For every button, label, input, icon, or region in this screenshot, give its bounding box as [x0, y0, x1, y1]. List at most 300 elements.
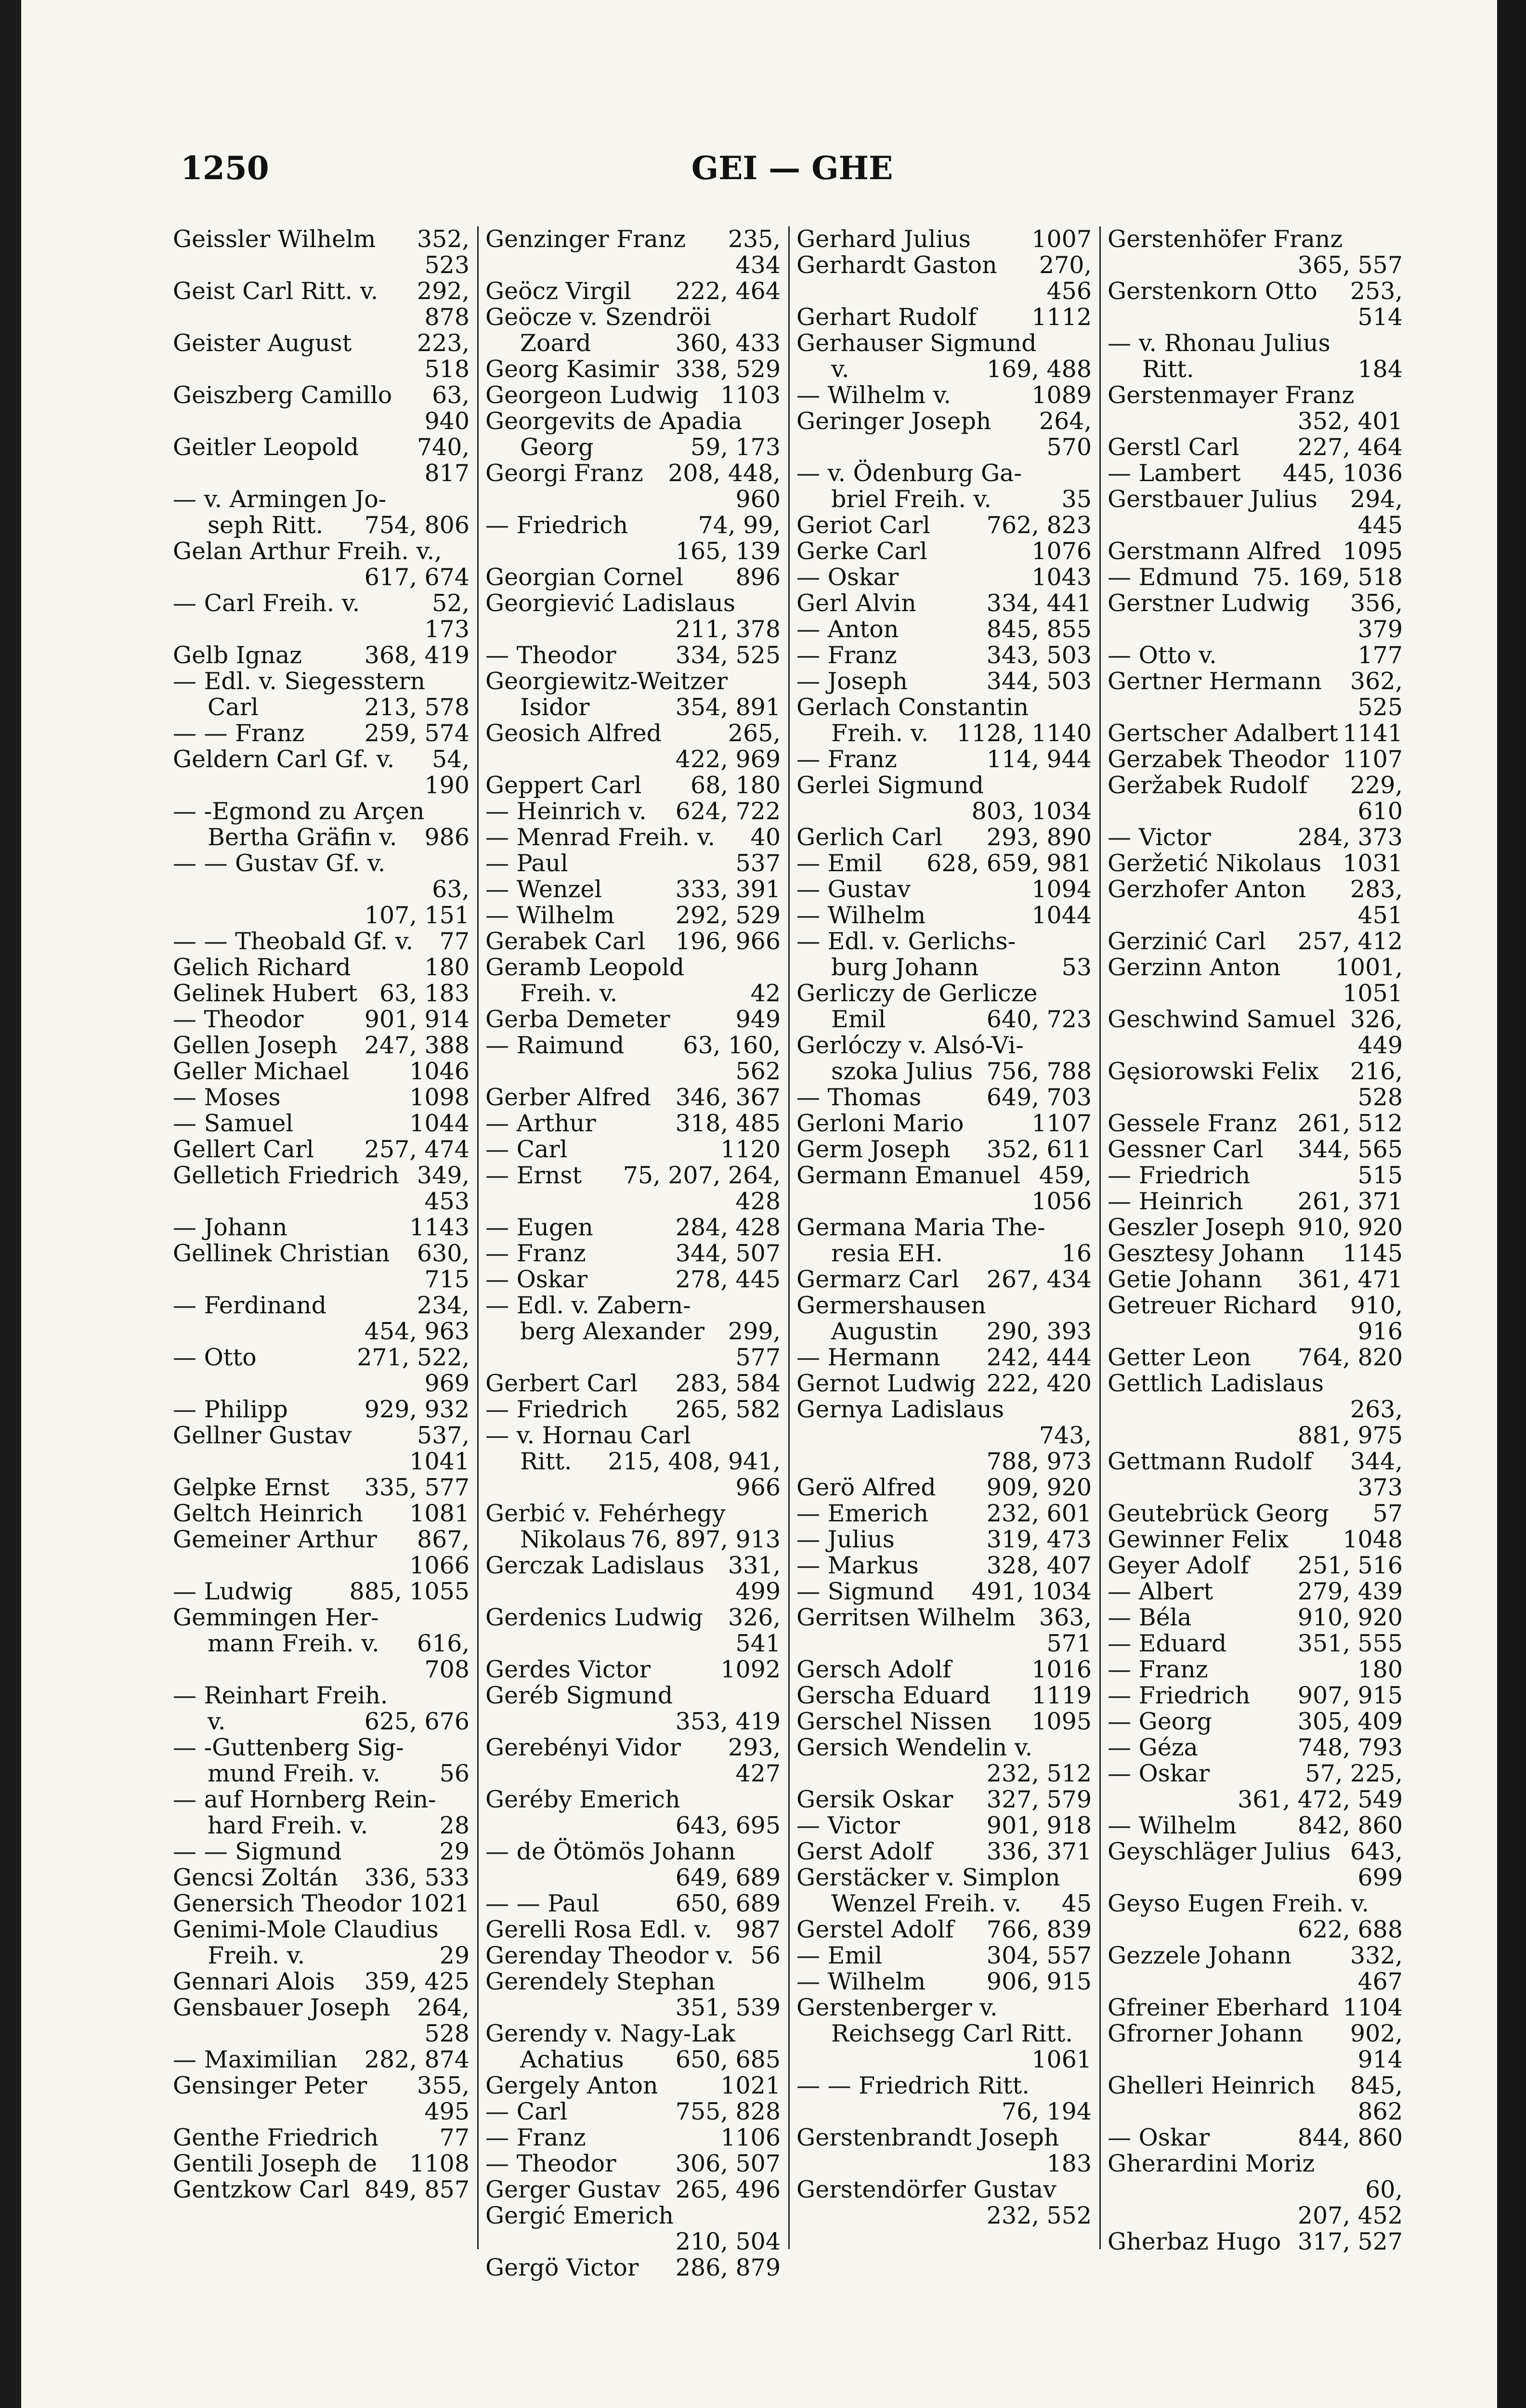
- entry-name: Gerzhofer Anton: [1108, 876, 1306, 903]
- entry-name: Gersch Adolf: [796, 1656, 952, 1683]
- entry-page-refs: 169, 488: [986, 355, 1092, 383]
- entry-page-refs: 344, 565: [1297, 1136, 1403, 1163]
- directory-entry: [485, 2073, 781, 2099]
- directory-entry: [485, 772, 781, 798]
- directory-entry: [485, 590, 781, 642]
- entry-page-refs: 222, 420: [986, 1370, 1092, 1397]
- entry-page-refs: 885, 1055: [349, 1578, 470, 1605]
- entry-name-continuation: hard Freih. v.: [208, 1812, 368, 1839]
- entry-name: — — Gustav Gf. v.: [173, 850, 386, 877]
- entry-page-refs: 537, 1041: [409, 1422, 470, 1475]
- entry-name: Gerhardt Gaston: [796, 251, 997, 279]
- entry-page-refs: 75, 207, 264, 428: [623, 1162, 781, 1215]
- directory-entry: [485, 2125, 781, 2151]
- entry-name-continuation: Georg: [520, 433, 594, 461]
- entry-name: Gencsi Zoltán: [173, 1864, 339, 1891]
- entry-name: Gerzinić Carl: [1108, 928, 1266, 955]
- entry-name: Gessner Carl: [1108, 1136, 1264, 1163]
- directory-entry: [485, 1241, 781, 1267]
- directory-entry: [173, 1397, 470, 1423]
- entry-page-refs: 1044: [1031, 902, 1092, 929]
- directory-entry: [485, 278, 781, 304]
- entry-page-refs: 1143: [409, 1214, 470, 1241]
- entry-page-refs: 354, 891: [675, 694, 781, 721]
- directory-entry: [796, 1085, 1092, 1111]
- entry-page-refs: 215, 408, 941, 966: [608, 1448, 781, 1501]
- entry-page-refs: 949: [735, 1006, 781, 1033]
- directory-entry: [796, 929, 1092, 981]
- entry-name: Geist Carl Ritt. v.: [173, 277, 378, 305]
- entry-page-refs: 910, 920: [1297, 1604, 1403, 1631]
- directory-entry: [1108, 460, 1403, 486]
- entry-name: Gellert Carl: [173, 1136, 314, 1163]
- directory-entry: [485, 304, 781, 356]
- directory-entry: [1108, 1007, 1403, 1059]
- entry-name: Gettmann Rudolf: [1108, 1448, 1313, 1475]
- entry-page-refs: 77: [439, 2124, 470, 2151]
- entry-name: Geramb Leopold: [485, 954, 685, 981]
- entry-name: — Eugen: [485, 1214, 593, 1241]
- directory-entry: [1108, 486, 1403, 538]
- directory-entry: [173, 2177, 470, 2203]
- entry-page-refs: 363, 571: [1039, 1604, 1092, 1657]
- directory-entry: [485, 1605, 781, 1657]
- directory-entry: [796, 1345, 1092, 1371]
- directory-entry: [796, 512, 1092, 538]
- directory-entry: [173, 1579, 470, 1605]
- entry-name: — auf Hornberg Rein-: [173, 1786, 436, 1813]
- entry-name: Geschwind Samuel: [1108, 1006, 1336, 1033]
- entry-page-refs: 216, 528: [1350, 1058, 1403, 1111]
- entry-page-refs: 52, 173: [424, 589, 470, 643]
- entry-name: Gerritsen Wilhelm: [796, 1604, 1016, 1631]
- entry-name: — Moses: [173, 1084, 281, 1111]
- entry-page-refs: 1094: [1031, 876, 1092, 903]
- entry-page-refs: 261, 512: [1297, 1110, 1403, 1137]
- entry-name: — Wilhelm v.: [796, 381, 952, 409]
- entry-name: — Sigmund: [796, 1578, 935, 1605]
- entry-page-refs: 261, 371: [1297, 1188, 1403, 1215]
- directory-entry: [796, 408, 1092, 460]
- entry-name: Gertscher Adalbert: [1108, 720, 1338, 747]
- entry-name: — v. Hornau Carl: [485, 1422, 691, 1449]
- entry-page-refs: 57, 225, 361, 472, 549: [1238, 1760, 1403, 1813]
- entry-page-refs: 270, 456: [1039, 251, 1092, 305]
- entry-page-refs: 360, 433: [675, 329, 781, 357]
- entry-name: Gergö Victor: [485, 2254, 639, 2281]
- entry-name: — Heinrich: [1108, 1188, 1243, 1215]
- entry-name: — Maximilian: [173, 2046, 338, 2073]
- directory-entry: [796, 1813, 1092, 1839]
- directory-entry: [485, 1839, 781, 1891]
- entry-name: — Emil: [796, 850, 883, 877]
- entry-page-refs: 352, 523: [417, 225, 470, 279]
- entry-name: Gentili Joseph de: [173, 2150, 378, 2177]
- directory-entry: [796, 1215, 1092, 1267]
- directory-entry: [173, 1735, 470, 1787]
- entry-page-refs: 1107: [1031, 1110, 1092, 1137]
- entry-name-continuation: Augustin: [831, 1318, 938, 1345]
- directory-entry: [1108, 2151, 1403, 2229]
- entry-name: Geister August: [173, 329, 352, 357]
- entry-page-refs: 351, 555: [1297, 1630, 1403, 1657]
- entry-page-refs: 362, 525: [1350, 667, 1403, 721]
- directory-entry: [796, 590, 1092, 616]
- directory-entry: [485, 1371, 781, 1397]
- directory-entry: [173, 1527, 470, 1579]
- entry-name: — Johann: [173, 1214, 287, 1241]
- entry-page-refs: 748, 793: [1297, 1734, 1403, 1761]
- entry-name: Gertner Hermann: [1108, 667, 1322, 695]
- entry-page-refs: 63, 107, 151: [364, 876, 470, 929]
- entry-name: — Paul: [485, 850, 568, 877]
- entry-name: Gerba Demeter: [485, 1006, 670, 1033]
- directory-entry: [796, 2125, 1092, 2177]
- directory-entry: [485, 1917, 781, 1943]
- entry-name: Geszler Joseph: [1108, 1214, 1285, 1241]
- entry-name: Gesztesy Johann: [1108, 1240, 1305, 1267]
- entry-page-refs: 257, 412: [1297, 928, 1403, 955]
- entry-name: — Franz: [485, 1240, 586, 1267]
- entry-page-refs: 42: [750, 980, 781, 1007]
- entry-name: Gelletich Friedrich: [173, 1162, 399, 1189]
- entry-name: Geller Michael: [173, 1058, 350, 1085]
- directory-entry: [1108, 668, 1403, 720]
- page-header: [166, 149, 1418, 193]
- entry-page-refs: 650, 689: [675, 1890, 781, 1917]
- entry-name: Gentzkow Carl: [173, 2176, 350, 2203]
- entry-page-refs: 283, 584: [675, 1370, 781, 1397]
- directory-entry: [796, 1397, 1092, 1475]
- directory-entry: [485, 824, 781, 851]
- entry-page-refs: 304, 557: [986, 1942, 1092, 1969]
- entry-page-refs: 229, 610: [1350, 772, 1403, 825]
- entry-page-refs: 16: [1061, 1240, 1092, 1267]
- entry-name: — Eduard: [1108, 1630, 1227, 1657]
- entry-name: Gerdes Victor: [485, 1656, 651, 1683]
- directory-entry: [485, 1657, 781, 1683]
- entry-name: Georgeon Ludwig: [485, 381, 699, 409]
- entry-name: Gerstenmayer Franz: [1108, 381, 1355, 409]
- entry-name: — Ernst: [485, 1162, 582, 1189]
- directory-entry: [485, 903, 781, 929]
- entry-name-continuation: Freih. v.: [208, 1942, 305, 1969]
- directory-entry: [173, 1215, 470, 1241]
- entry-page-refs: 334, 525: [675, 641, 781, 669]
- entry-name: — -Guttenberg Sig-: [173, 1734, 404, 1761]
- directory-entry: [173, 2073, 470, 2125]
- directory-entry: [796, 2177, 1092, 2229]
- entry-name: Geöcz Virgil: [485, 277, 631, 305]
- entry-page-refs: 184: [1357, 355, 1403, 383]
- entry-page-refs: 177: [1357, 641, 1403, 669]
- entry-name: Germershausen: [796, 1292, 986, 1319]
- entry-name: Genersich Theodor: [173, 1890, 402, 1917]
- entry-name: Gerendely Stephan: [485, 1968, 716, 1995]
- entry-page-refs: 643, 699: [1350, 1838, 1403, 1891]
- entry-page-refs: 896: [735, 563, 781, 591]
- directory-entry: [796, 538, 1092, 564]
- entry-name: Gerelli Rosa Edl. v.: [485, 1916, 712, 1943]
- entry-name: — Otto v.: [1108, 641, 1217, 669]
- directory-entry: [796, 668, 1092, 694]
- entry-page-refs: 63, 183: [379, 980, 470, 1007]
- directory-entry: [1108, 2229, 1403, 2255]
- directory-entry: [485, 955, 781, 1007]
- entry-page-refs: 740, 817: [417, 433, 470, 487]
- directory-entry: [1108, 564, 1403, 590]
- entry-page-refs: 278, 445: [675, 1266, 781, 1293]
- entry-name: Genimi-Mole Claudius: [173, 1916, 439, 1943]
- directory-entry: [1108, 851, 1403, 877]
- entry-page-refs: 1145: [1343, 1240, 1403, 1267]
- entry-page-refs: 40: [750, 824, 781, 851]
- entry-name-continuation: Achatius: [520, 2046, 624, 2073]
- entry-name-continuation: v.: [208, 1708, 226, 1735]
- entry-page-refs: 299, 577: [728, 1318, 781, 1371]
- entry-page-refs: 630, 715: [417, 1240, 470, 1293]
- directory-entry: [485, 1111, 781, 1137]
- directory-entry: [173, 434, 470, 486]
- entry-page-refs: 223, 518: [417, 329, 470, 383]
- entry-name: — Markus: [796, 1552, 919, 1579]
- entry-name: — Carl: [485, 2098, 568, 2125]
- entry-name: — Edl. v. Siegesstern: [173, 667, 426, 695]
- directory-entry: [1108, 1839, 1403, 1891]
- entry-name-continuation: szoka Julius: [831, 1058, 973, 1085]
- entry-page-refs: 286, 879: [675, 2254, 781, 2281]
- entry-page-refs: 1104: [1343, 1994, 1403, 2021]
- directory-entry: [485, 1969, 781, 2021]
- entry-page-refs: 844, 860: [1297, 2124, 1403, 2151]
- entry-name: Geyer Adolf: [1108, 1552, 1249, 1579]
- entry-name: Gelinek Hubert: [173, 980, 358, 1007]
- entry-name: — Thomas: [796, 1084, 922, 1111]
- entry-name: Geosich Alfred: [485, 720, 662, 747]
- entry-page-refs: 235, 434: [728, 225, 781, 279]
- entry-name: — Joseph: [796, 667, 908, 695]
- entry-page-refs: 756, 788: [986, 1058, 1092, 1085]
- entry-name: Gerliczy de Gerlicze: [796, 980, 1038, 1007]
- entry-name: Geldern Carl Gf. v.: [173, 746, 395, 773]
- entry-name: — Reinhart Freih.: [173, 1682, 388, 1709]
- directory-entry: [1108, 772, 1403, 824]
- entry-page-refs: 54, 190: [424, 746, 470, 799]
- entry-page-refs: 263, 881, 975: [1297, 1396, 1403, 1449]
- entry-name: — Friedrich: [485, 511, 628, 539]
- directory-entry: [173, 955, 470, 981]
- directory-entry: [796, 694, 1092, 746]
- entry-page-refs: 29: [439, 1942, 470, 1969]
- entry-page-refs: 265, 582: [675, 1396, 781, 1423]
- entry-name: — Menrad Freih. v.: [485, 824, 716, 851]
- entry-page-refs: 56: [750, 1942, 781, 1969]
- directory-entry: [1108, 226, 1403, 278]
- directory-entry: [485, 1943, 781, 1969]
- entry-name: Geitler Leopold: [173, 433, 359, 461]
- entry-name: — Géza: [1108, 1734, 1198, 1761]
- entry-name: Gerst Adolf: [796, 1838, 933, 1865]
- directory-entry: [173, 1137, 470, 1163]
- entry-name: Gerlei Sigmund: [796, 772, 984, 799]
- entry-name: — Heinrich v.: [485, 798, 647, 825]
- entry-page-refs: 76, 897, 913: [630, 1526, 781, 1553]
- directory-entry: [1108, 434, 1403, 460]
- entry-name: Gerö Alfred: [796, 1474, 936, 1501]
- entry-page-refs: 754, 806: [364, 511, 470, 539]
- directory-entry: [485, 564, 781, 590]
- entry-name: Gemmingen Her-: [173, 1604, 379, 1631]
- directory-entry: [173, 1865, 470, 1891]
- entry-page-refs: 29: [439, 1838, 470, 1865]
- directory-entry: [796, 1709, 1092, 1735]
- entry-page-refs: 211, 378: [675, 615, 781, 643]
- directory-entry: [485, 1137, 781, 1163]
- entry-page-refs: 766, 839: [986, 1916, 1092, 1943]
- entry-page-refs: 56: [439, 1760, 470, 1787]
- entry-name: Gęsiorowski Felix: [1108, 1058, 1319, 1085]
- entry-name: Gerloni Mario: [796, 1110, 964, 1137]
- entry-name: Gerlach Constantin: [796, 694, 1029, 721]
- entry-name: Gerenday Theodor v.: [485, 1942, 734, 1969]
- entry-page-refs: 251, 516: [1297, 1552, 1403, 1579]
- entry-name: Gerstl Carl: [1108, 433, 1239, 461]
- entry-name: — Victor: [796, 1812, 900, 1839]
- directory-entry: [1108, 1371, 1403, 1449]
- entry-page-refs: 622, 688: [1297, 1916, 1403, 1943]
- directory-entry: [485, 1163, 781, 1215]
- directory-entry: [796, 1839, 1092, 1865]
- entry-page-refs: 445, 1036: [1282, 459, 1403, 487]
- directory-entry: [1108, 1059, 1403, 1111]
- entry-name: Gerstbauer Julius: [1108, 485, 1317, 513]
- entry-name: Gelb Ignaz: [173, 641, 302, 669]
- entry-name: — Carl Freih. v.: [173, 589, 360, 617]
- entry-name: Gernya Ladislaus: [796, 1396, 1004, 1423]
- directory-entry: [485, 1891, 781, 1917]
- entry-name: Germarz Carl: [796, 1266, 959, 1293]
- directory-entry: [796, 1605, 1092, 1657]
- entry-page-refs: 537: [735, 850, 781, 877]
- entry-page-refs: 333, 391: [675, 876, 781, 903]
- entry-page-refs: 343, 503: [986, 641, 1092, 669]
- entry-page-refs: 1048: [1343, 1526, 1403, 1553]
- entry-name: — Edl. v. Zabern-: [485, 1292, 691, 1319]
- entry-page-refs: 234, 454, 963: [364, 1292, 470, 1345]
- directory-entry: [1108, 1891, 1403, 1943]
- entry-name: — Carl: [485, 1136, 568, 1163]
- entry-page-refs: 1112: [1031, 303, 1092, 331]
- directory-entry: [173, 382, 470, 434]
- entry-name: Geutebrück Georg: [1108, 1500, 1329, 1527]
- directory-entry: [1108, 877, 1403, 929]
- directory-entry: [1108, 590, 1403, 642]
- directory-entry: [485, 408, 781, 460]
- entry-page-refs: 326, 449: [1350, 1006, 1403, 1059]
- entry-page-refs: 649, 689: [675, 1864, 781, 1891]
- entry-name: — Arthur: [485, 1110, 596, 1137]
- directory-entry: [1108, 642, 1403, 668]
- directory-entry: [1108, 1761, 1403, 1813]
- entry-name: Gerdenics Ludwig: [485, 1604, 703, 1631]
- entry-name: — Edmund: [1108, 563, 1239, 591]
- directory-entry: [1108, 1943, 1403, 1995]
- entry-name-continuation: Freih. v.: [520, 980, 618, 1007]
- directory-entry: [1108, 1709, 1403, 1735]
- entry-page-refs: 327, 579: [986, 1786, 1092, 1813]
- entry-name: — Friedrich: [485, 1396, 628, 1423]
- directory-entry: [796, 1475, 1092, 1501]
- entry-page-refs: 1021: [720, 2072, 781, 2099]
- directory-entry: [173, 1683, 470, 1735]
- directory-entry: [485, 226, 781, 278]
- entry-name: Gensbauer Joseph: [173, 1994, 391, 2021]
- directory-entry: [796, 2073, 1092, 2125]
- entry-name: — Oskar: [485, 1266, 588, 1293]
- entry-page-refs: 803, 1034: [971, 798, 1092, 825]
- directory-entry: [485, 356, 781, 382]
- directory-entry: [796, 1735, 1092, 1787]
- entry-page-refs: 1081: [409, 1500, 470, 1527]
- entry-page-refs: 60, 207, 452: [1297, 2176, 1403, 2229]
- entry-name: Gergić Emerich: [485, 2202, 674, 2229]
- directory-entry: [796, 1657, 1092, 1683]
- directory-entry: [173, 981, 470, 1007]
- entry-page-refs: 331, 499: [728, 1552, 781, 1605]
- entry-name: Geöcze v. Szendröi: [485, 303, 711, 331]
- entry-page-refs: 764, 820: [1297, 1344, 1403, 1371]
- entry-name: — Wilhelm: [1108, 1812, 1237, 1839]
- entry-page-refs: 183: [1046, 2150, 1092, 2177]
- directory-entry: [796, 304, 1092, 330]
- entry-page-refs: 755, 828: [675, 2098, 781, 2125]
- entry-page-refs: 1061: [1031, 2046, 1092, 2073]
- entry-page-refs: 35: [1061, 485, 1092, 513]
- entry-page-refs: 1107: [1343, 746, 1403, 773]
- directory-entry: [485, 382, 781, 408]
- directory-entry: [485, 2151, 781, 2177]
- entry-name: — Wilhelm: [796, 902, 926, 929]
- directory-entry: [1108, 2021, 1403, 2073]
- entry-page-refs: 264, 570: [1039, 407, 1092, 461]
- entry-name: — v. Rhonau Julius: [1108, 329, 1330, 357]
- directory-entry: [796, 1293, 1092, 1345]
- directory-entry: [173, 1163, 470, 1215]
- entry-page-refs: 352, 611: [986, 1136, 1092, 1163]
- entry-page-refs: 743, 788, 973: [986, 1422, 1092, 1475]
- directory-entry: [796, 824, 1092, 851]
- entry-name: Gerber Alfred: [485, 1084, 651, 1111]
- entry-page-refs: 59, 173: [690, 433, 781, 461]
- entry-page-refs: 1108: [409, 2150, 470, 2177]
- entry-name: — Oskar: [1108, 2124, 1210, 2151]
- directory-entry: [173, 1293, 470, 1345]
- entry-page-refs: 294, 445: [1350, 485, 1403, 539]
- entry-page-refs: 643, 695: [675, 1812, 781, 1839]
- entry-name: Gelpke Ernst: [173, 1474, 330, 1501]
- directory-entry: [173, 2151, 470, 2177]
- entry-page-refs: 1089: [1031, 381, 1092, 409]
- entry-page-refs: 349, 453: [417, 1162, 470, 1215]
- directory-entry: [485, 2203, 781, 2255]
- entry-name: — Franz: [485, 2124, 586, 2151]
- directory-entry: [796, 460, 1092, 512]
- entry-page-refs: 842, 860: [1297, 1812, 1403, 1839]
- entry-page-refs: 318, 485: [675, 1110, 781, 1137]
- entry-name: — Theodor: [485, 2150, 616, 2177]
- directory-entry: [485, 1501, 781, 1553]
- entry-page-refs: 326, 541: [728, 1604, 781, 1657]
